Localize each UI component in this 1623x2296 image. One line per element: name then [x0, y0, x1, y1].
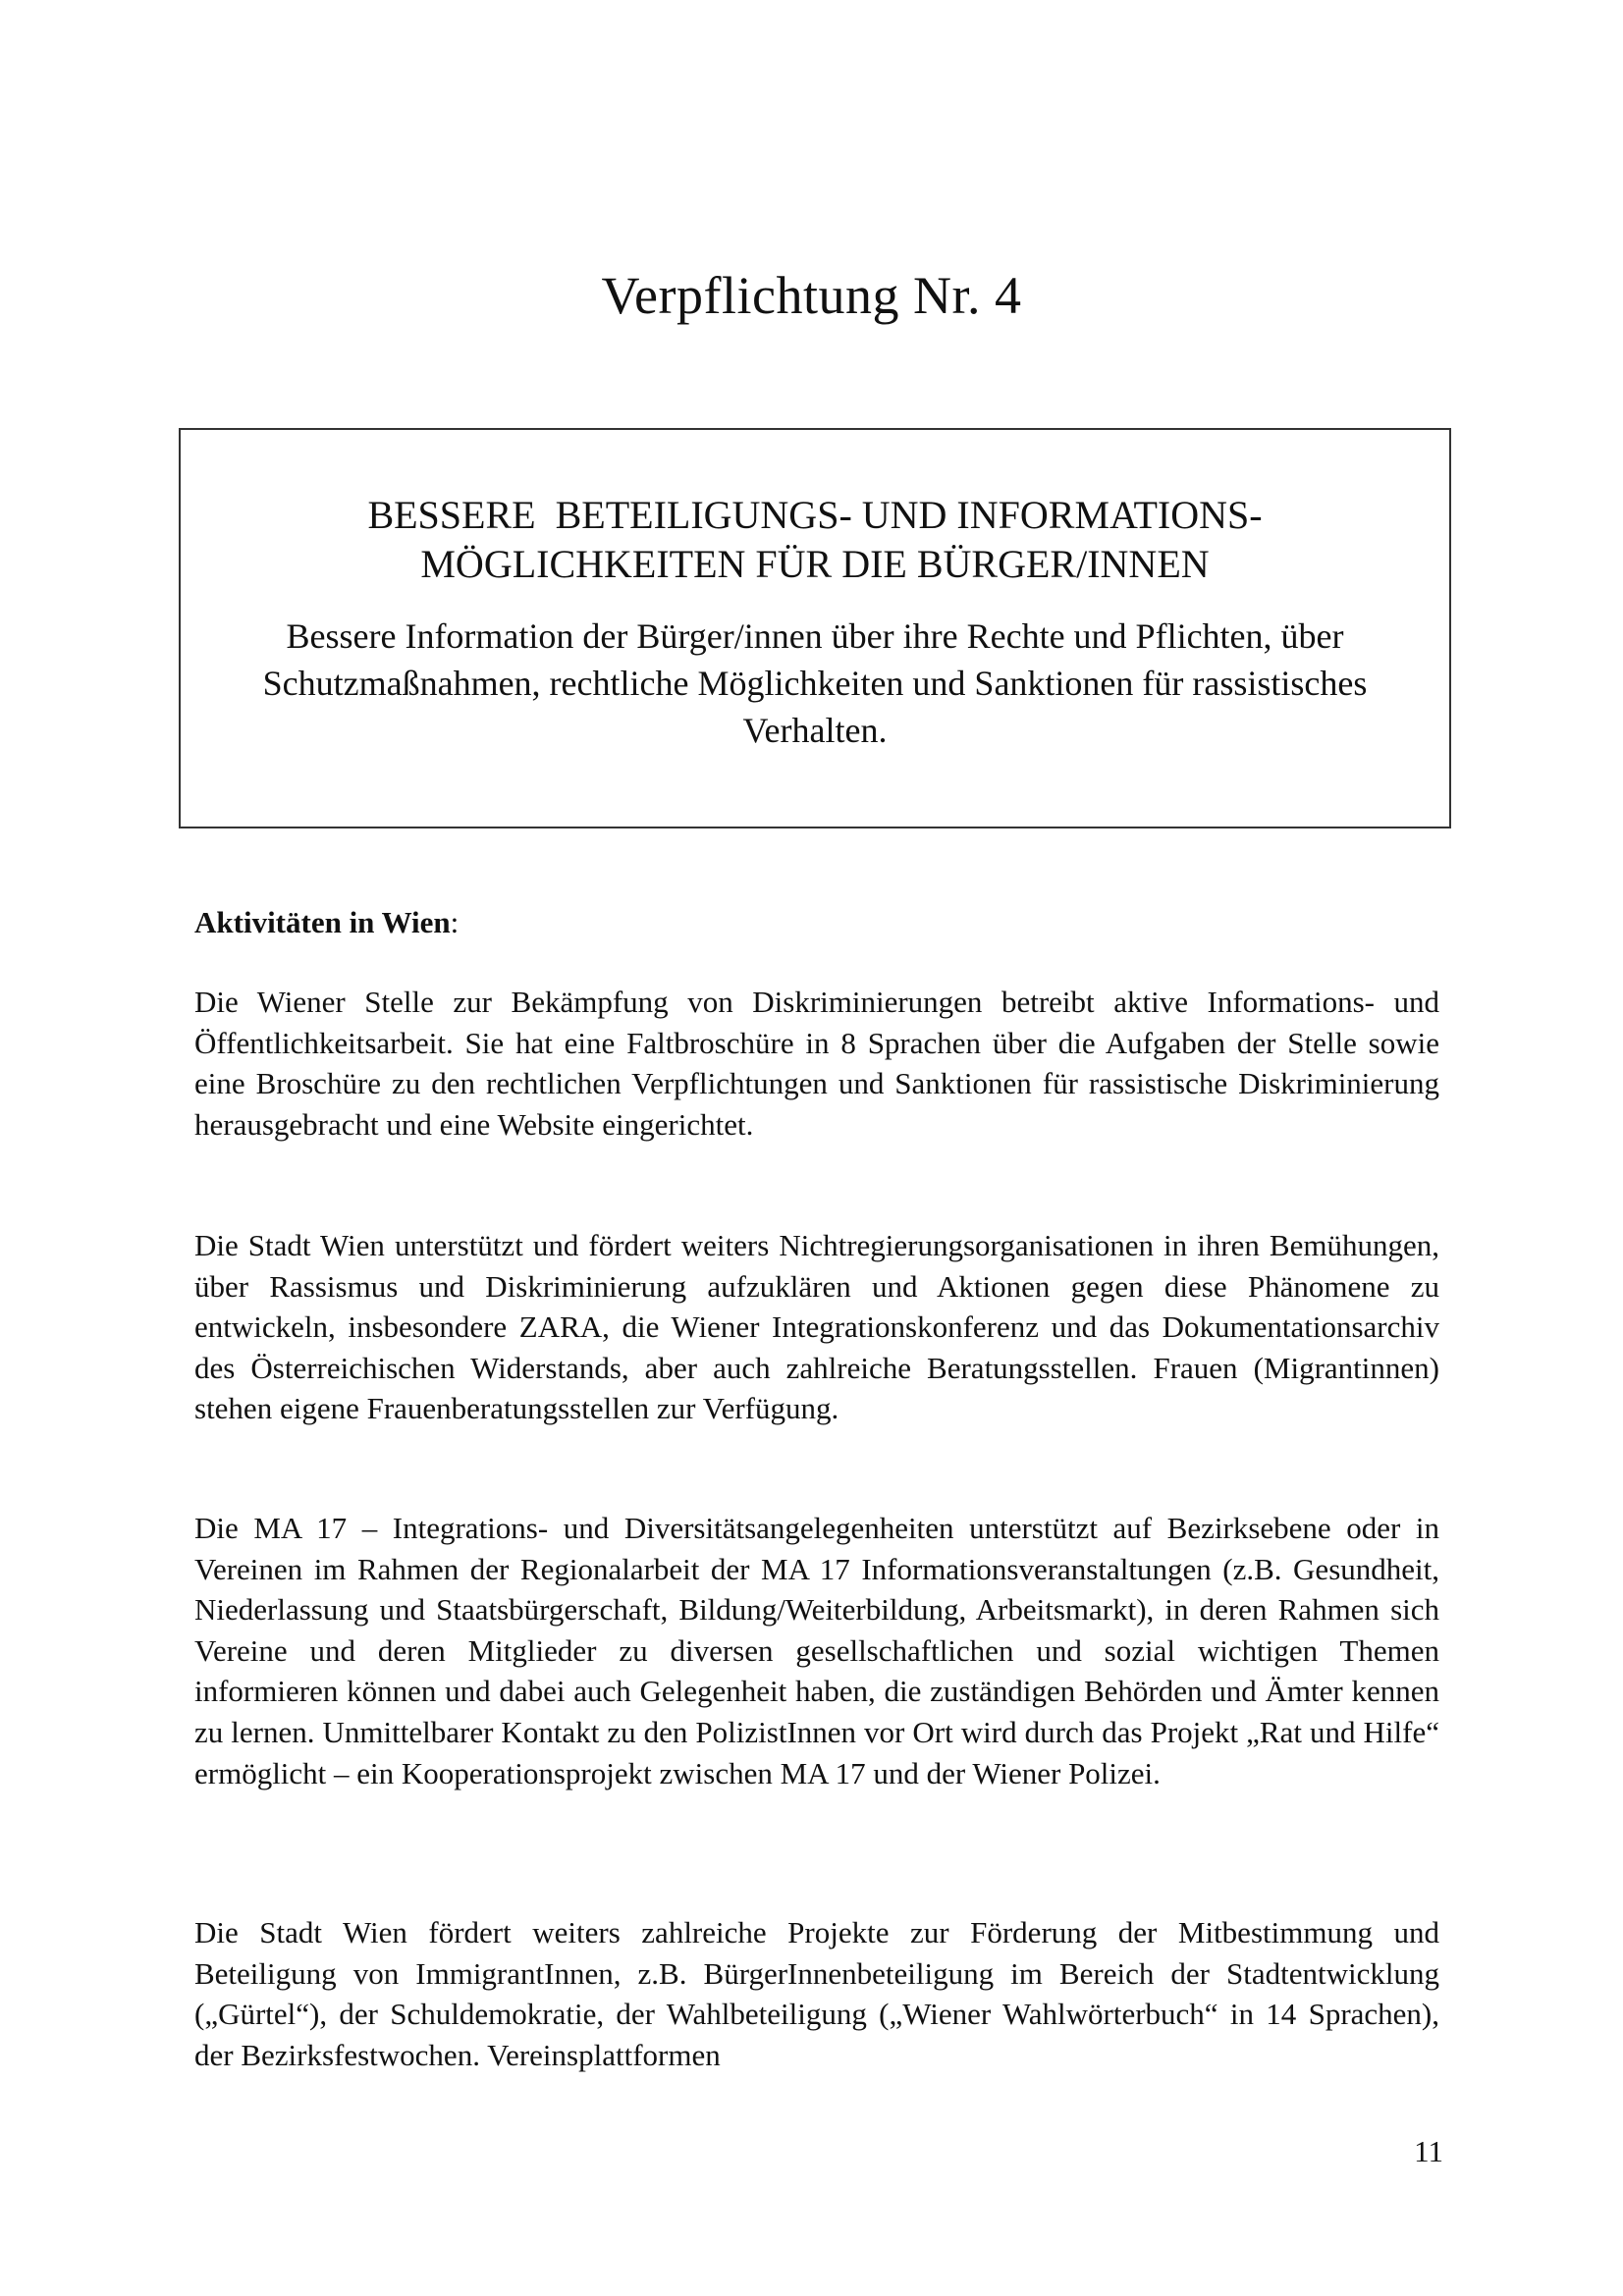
commitment-heading-line2: MÖGLICHKEITEN FÜR DIE BÜRGER/INNEN [420, 542, 1210, 586]
commitment-box [179, 428, 1451, 828]
paragraph-text: Die Wiener Stelle zur Bekämpfung von Diskriminierungen betreibt aktive Informations- und Öffentlichkeitsarbeit. Sie hat eine Faltbroschüre in 8 Sprachen über die Aufgaben der Stelle sowie eine Broschüre zu den rechtlichen Verpflichtungen und Sanktionen für rassistische Diskriminierung herausgebracht und eine Website eingerichtet. [194, 985, 1439, 1142]
commitment-subtitle: Bessere Information der Bürger/innen über ihre Rechte und Pflichten, über Schutzmaßnahmen, rechtliche Möglichkeiten und Sanktionen für rassistisches Verhalten. [262, 616, 1368, 750]
page-title: Verpflichtung Nr. 4 [601, 266, 1022, 325]
page-number: 11 [1414, 2134, 1443, 2168]
paragraph-text: Die MA 17 – Integrations- und Diversitätsangelegenheiten unterstützt auf Bezirksebene oder in Vereinen im Rahmen der Regionalarbeit der MA 17 Informationsveranstaltungen (z.B. Gesundheit, Niederlassung und Staatsbürgerschaft, Bildung/Weiterbildung, Arbeitsmarkt), in deren Rahmen sich Vereine und deren Mitglieder zu diversen gesellschaftlichen und sozial wichtigen Themen informieren können und dabei auch Gelegenheit haben, die zuständigen Behörden und Ämter kennen zu lernen. Unmittelbarer Kontakt zu den PolizistInnen vor Ort wird durch das Projekt „Rat und Hilfe“ ermöglicht – ein Kooperationsprojekt zwischen MA 17 und der Wiener Polizei. [194, 1511, 1439, 1790]
paragraph-4 [194, 1912, 1439, 2075]
paragraph-2 [194, 1225, 1439, 1429]
section-heading-text: Aktivitäten in Wien [194, 905, 451, 939]
section-heading-colon: : [450, 905, 460, 939]
section-heading [194, 903, 459, 942]
paragraph-text: Die Stadt Wien fördert weiters zahlreiche Projekte zur Förderung der Mitbestimmung und Beteiligung von ImmigrantInnen, z.B. BürgerInnenbeteiligung im Bereich der Stadtentwicklung („Gürtel“), der Schuldemokratie, der Wahlbeteiligung („Wiener Wahlwörterbuch“ in 14 Sprachen), der Bezirksfestwochen. Vereinsplattformen [194, 1915, 1439, 2072]
commitment-heading [181, 491, 1449, 589]
commitment-heading-line1: BESSERE BETEILIGUNGS- UND INFORMATIONS- [367, 493, 1263, 537]
paragraph-1 [194, 982, 1439, 1145]
paragraph-text: Die Stadt Wien unterstützt und fördert weiters Nichtregierungsorganisationen in ihren Bemühungen, über Rassismus und Diskriminierung aufzuklären und Aktionen gegen diese Phänomene zu entwickeln, insbesondere ZARA, die Wiener Integrationskonferenz und das Dokumentationsarchiv des Österreichischen Widerstands, aber auch zahlreiche Beratungsstellen. Frauen (Migrantinnen) stehen eigene Frauenberatungsstellen zur Verfügung. [194, 1228, 1439, 1426]
paragraph-3 [194, 1508, 1439, 1793]
